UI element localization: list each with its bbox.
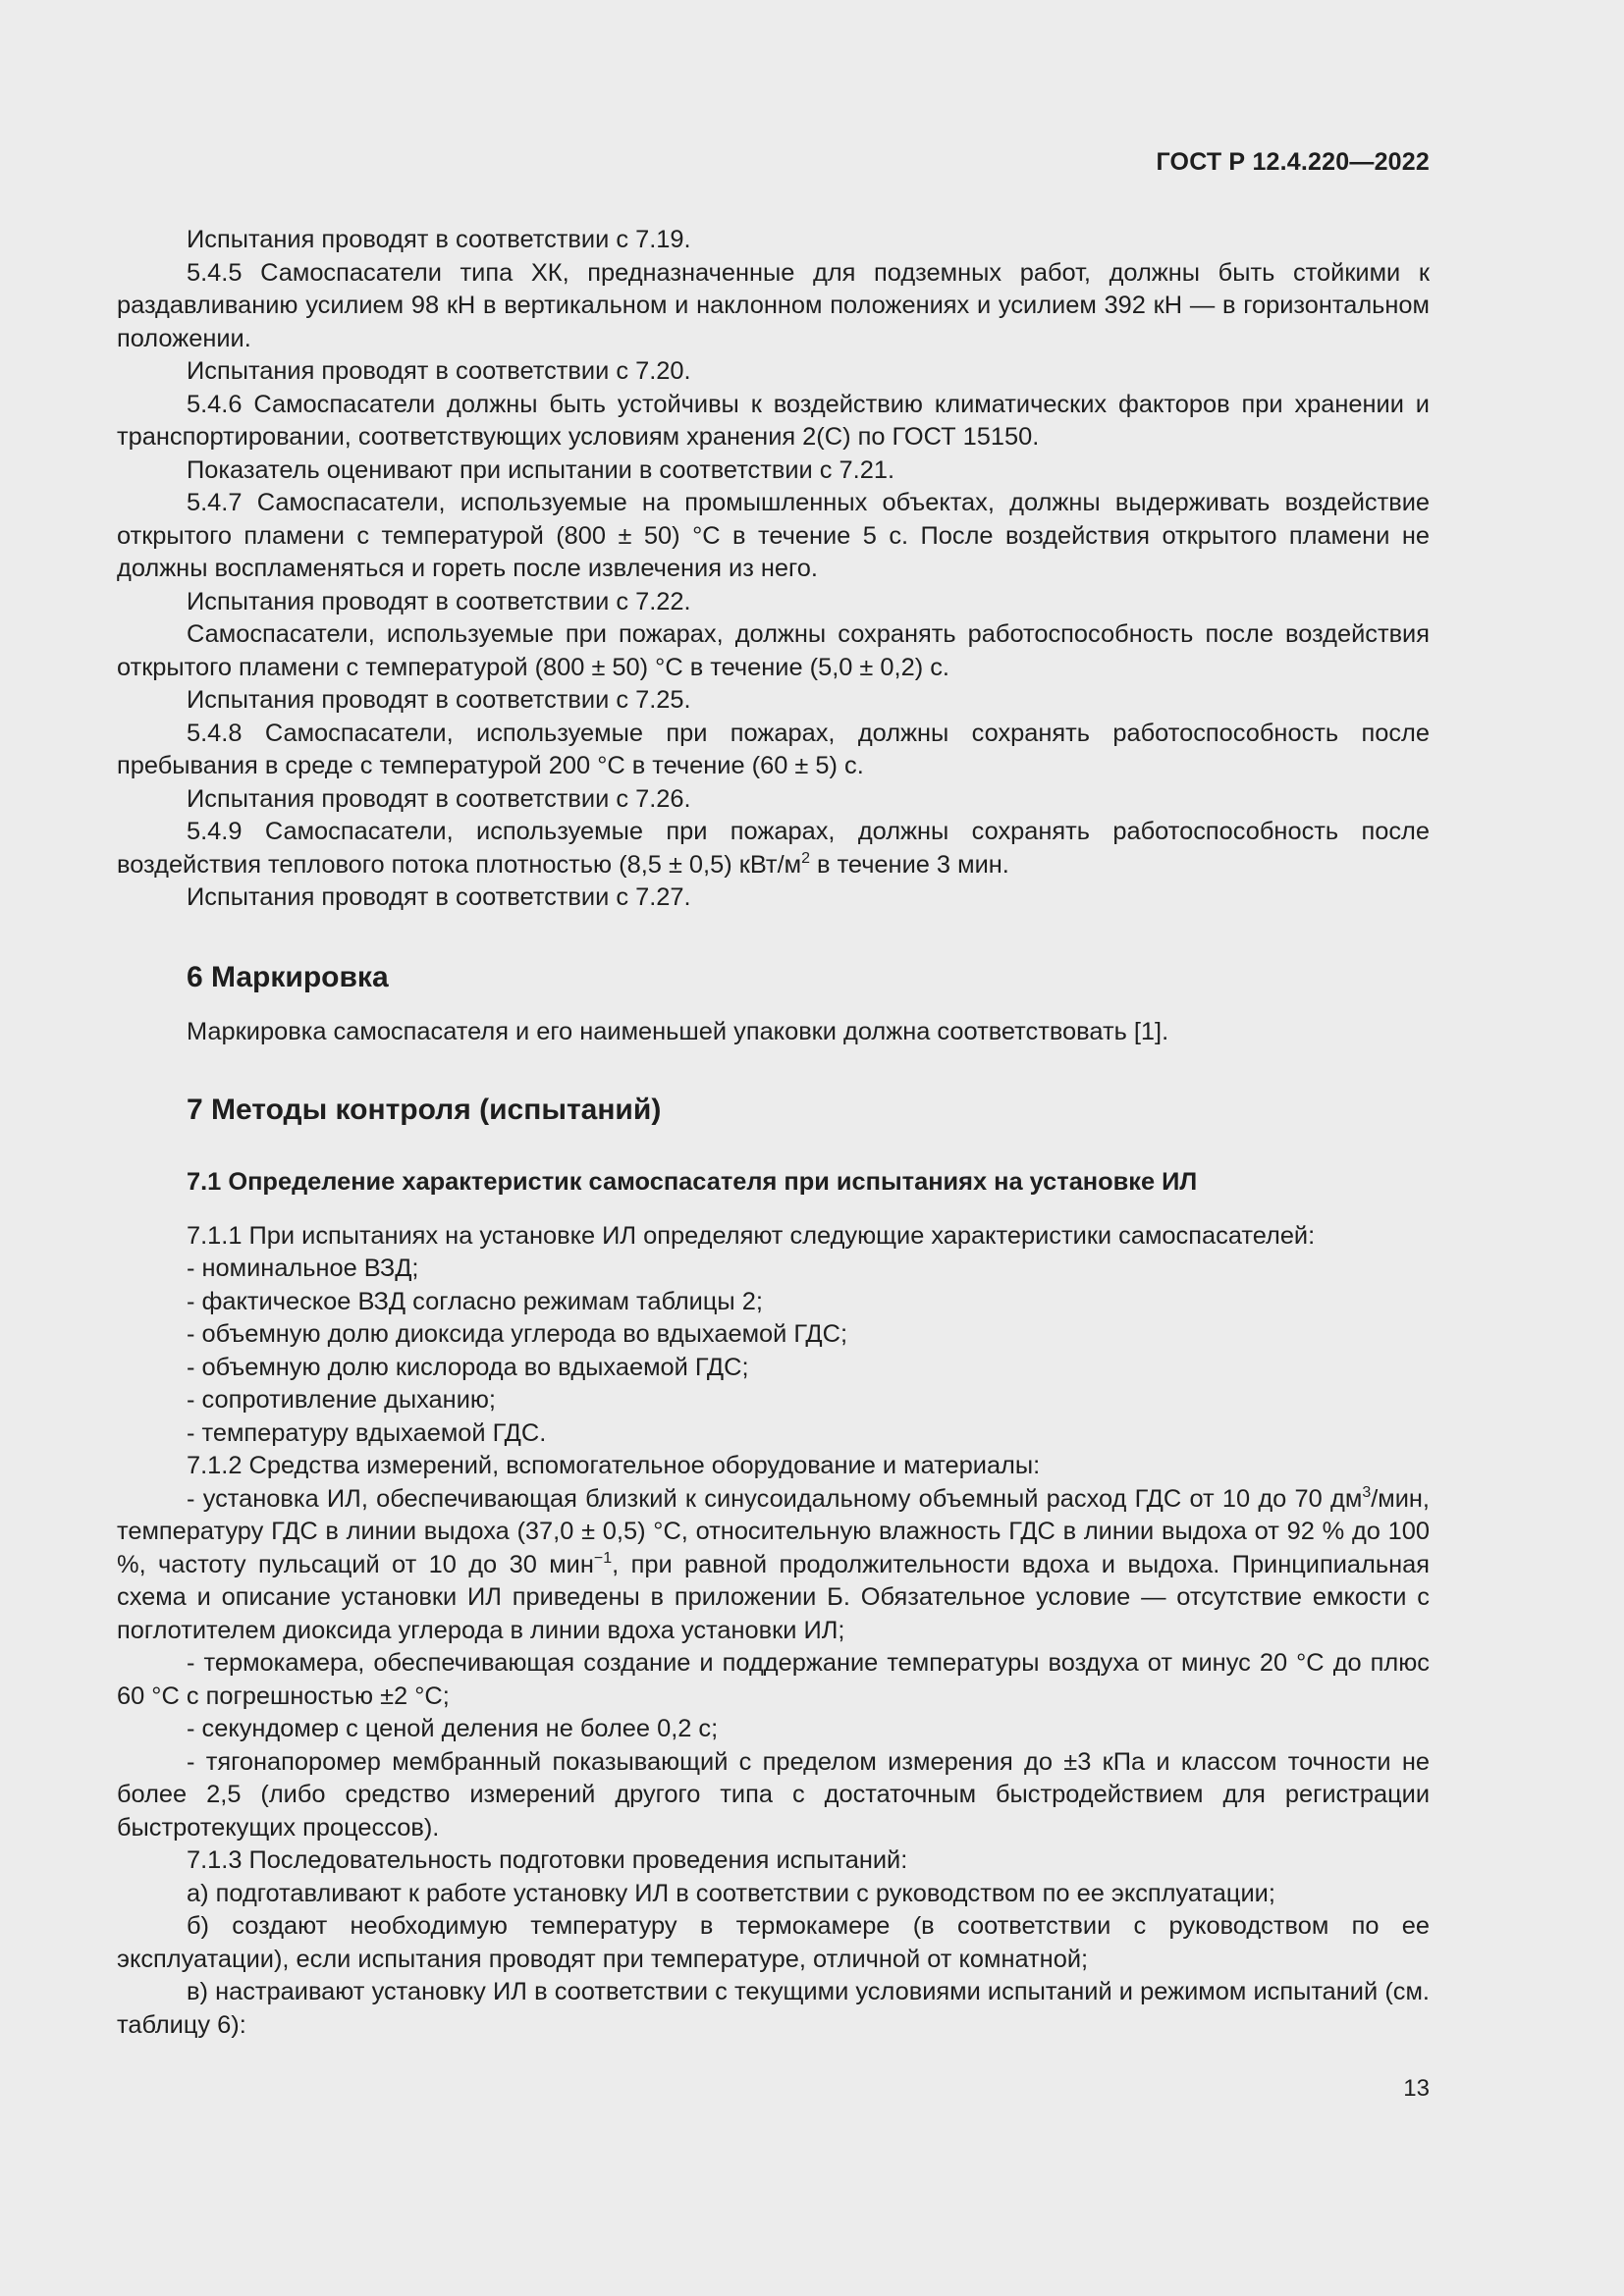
subsection-heading-7-1: 7.1 Определение характеристик самоспасателя при испытаниях на установке ИЛ	[187, 1168, 1198, 1196]
section-heading-6: 6 Маркировка	[187, 960, 389, 993]
text-run: - установка ИЛ, обеспечивающая близкий к синусоидальному объемный расход ГДС от 10 до 70 дм	[187, 1484, 1363, 1513]
section-heading-7: 7 Методы контроля (испытаний)	[187, 1094, 662, 1126]
paragraph: Самоспасатели, используемые при пожарах, должны сохранять работоспособность после воздействия открытого пламени с температурой (800 ± 50) °С в течение (5,0 ± 0,2) с.	[117, 620, 1430, 681]
paragraph: Испытания проводят в соответствии с 7.26.	[187, 784, 691, 813]
paragraph: 5.4.6 Самоспасатели должны быть устойчивы к воздействию климатических факторов при хранении и транспортировании, соответствующих условиям хранения 2(С) по ГОСТ 15150.	[117, 390, 1430, 451]
list-item: - фактическое ВЗД согласно режимам таблицы 2;	[187, 1287, 763, 1315]
list-item: - температуру вдыхаемой ГДС.	[187, 1418, 547, 1447]
paragraph: в) настраивают установку ИЛ в соответствии с текущими условиями испытаний и режимом испытаний (см. таблицу 6):	[117, 1978, 1430, 2039]
paragraph: Испытания проводят в соответствии с 7.20.	[187, 357, 691, 385]
paragraph: Испытания проводят в соответствии с 7.22.	[187, 587, 691, 615]
text-run: /мин, температуру ГДС в линии выдоха (37,0 ± 0,5) °С, относительную влажность ГДС в линии выдоха от 92 % до 100 %, частоту пульсаций от 10 до 30 мин	[117, 1484, 1430, 1578]
list-item: - сопротивление дыханию;	[187, 1386, 496, 1414]
page-number: 13	[1403, 2075, 1430, 2102]
paragraph: Показатель оценивают при испытании в соответствии с 7.21.	[187, 455, 895, 484]
paragraph: Испытания проводят в соответствии с 7.27.	[187, 883, 691, 911]
paragraph: Маркировка самоспасателя и его наименьшей упаковки должна соответствовать [1].	[187, 1017, 1169, 1045]
text-run: в течение 3 мин.	[809, 850, 1009, 879]
text-run: , при равной продолжительности вдоха и выдоха. Принципиальная схема и описание установки ИЛ приведены в приложении Б. Обязательное условие — отсутствие емкости с поглотителем диоксида углерода в линии вдоха установки ИЛ;	[117, 1550, 1430, 1644]
paragraph: б) создают необходимую температуру в термокамере (в соответствии с руководством по ее эксплуатации), если испытания проводят при температуре, отличной от комнатной;	[117, 1912, 1430, 1973]
superscript: 3	[1362, 1483, 1372, 1501]
superscript: −1	[593, 1549, 613, 1567]
paragraph: - тягонапоромер мембранный показывающий с пределом измерения до ±3 кПа и классом точности не более 2,5 (либо средство измерений другого типа с достаточным быстродействием для регистрации быстротекущих процессов).	[117, 1747, 1430, 1842]
paragraph: 7.1.3 Последовательность подготовки проведения испытаний:	[187, 1846, 908, 1874]
paragraph: - термокамера, обеспечивающая создание и поддержание температуры воздуха от минус 20 °С до плюс 60 °С с погрешностью ±2 °С;	[117, 1649, 1430, 1710]
paragraph: 5.4.5 Самоспасатели типа ХК, предназначенные для подземных работ, должны быть стойкими к раздавливанию усилием 98 кН в вертикальном и наклонном положениях и усилием 392 кН — в горизонтальном положении.	[117, 258, 1430, 352]
document-body	[117, 224, 1430, 2042]
superscript: 2	[801, 849, 810, 867]
paragraph: - секундомер с ценой деления не более 0,2 с;	[187, 1715, 719, 1742]
paragraph: Испытания проводят в соответствии с 7.19.	[187, 226, 691, 253]
paragraph: Испытания проводят в соответствии с 7.25.	[187, 686, 691, 714]
paragraph: а) подготавливают к работе установку ИЛ в соответствии с руководством по ее эксплуатации;	[187, 1879, 1275, 1907]
paragraph	[117, 1483, 1430, 1648]
list-item: - объемную долю кислорода во вдыхаемой ГДС;	[187, 1353, 749, 1381]
document-code-header: ГОСТ Р 12.4.220—2022	[1156, 148, 1430, 176]
paragraph: 5.4.7 Самоспасатели, используемые на промышленных объектах, должны выдерживать воздействие открытого пламени с температурой (800 ± 50) °С в течение 5 с. После воздействия открытого пламени не должны воспламеняться и гореть после извлечения из него.	[117, 489, 1430, 582]
list-item: - объемную долю диоксида углерода во вдыхаемой ГДС;	[187, 1320, 848, 1348]
list-item: - номинальное ВЗД;	[187, 1255, 419, 1282]
paragraph: 7.1.1 При испытаниях на установке ИЛ определяют следующие характеристики самоспасателей:	[187, 1221, 1316, 1250]
text-run: 5.4.9 Самоспасатели, используемые при пожарах, должны сохранять работоспособность после воздействия теплового потока плотностью (8,5 ± 0,5) кВт/м	[117, 818, 1430, 879]
paragraph	[117, 816, 1430, 881]
paragraph: 7.1.2 Средства измерений, вспомогательное оборудование и материалы:	[187, 1452, 1041, 1479]
paragraph: 5.4.8 Самоспасатели, используемые при пожарах, должны сохранять работоспособность после пребывания в среде с температурой 200 °С в течение (60 ± 5) с.	[117, 719, 1430, 779]
